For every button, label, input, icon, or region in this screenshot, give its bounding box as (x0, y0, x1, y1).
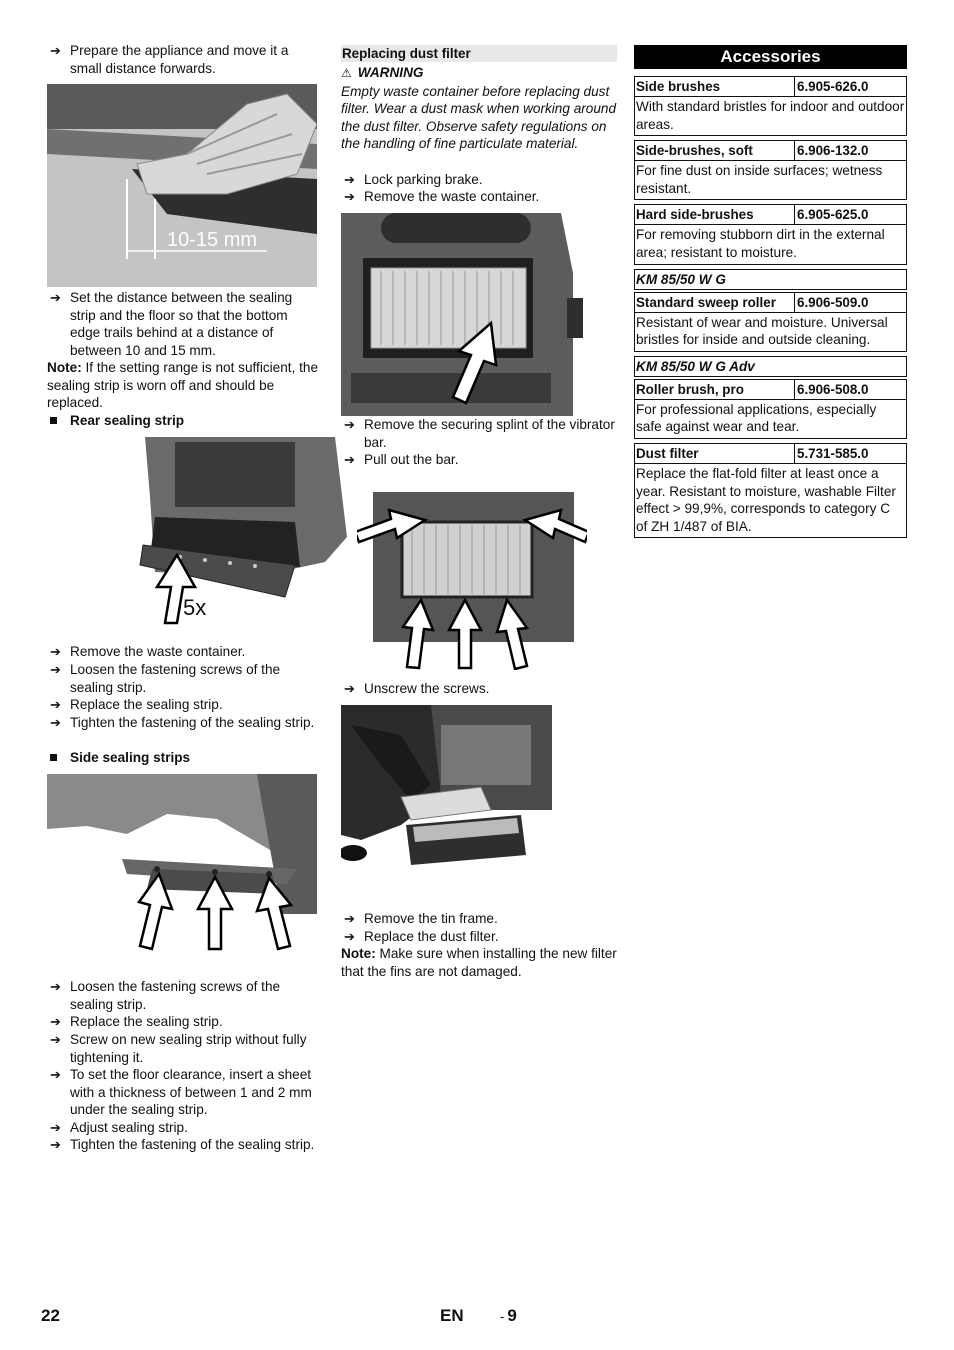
arrow-icon: ➔ (344, 929, 355, 944)
step-side-2: ➔ Replace the sealing strip. (50, 1014, 223, 1029)
arrow-icon: ➔ (344, 417, 355, 432)
arrow-icon: ➔ (344, 911, 355, 926)
sub-page-number: - 9 (500, 1306, 517, 1325)
step-dust-1: ➔ Lock parking brake. (344, 172, 483, 187)
warning-triangle-icon: ⚠ (341, 66, 352, 80)
model-heading: KM 85/50 W G (634, 269, 907, 290)
figure-filter-view (341, 213, 585, 416)
figure-side-sealing (47, 774, 317, 954)
arrow-icon: ➔ (50, 1120, 61, 1135)
accessory-item: Roller brush, pro 6.906-508.0 For professional applications, especially safe against wear and tear. (634, 379, 907, 439)
step-side-6: ➔ Tighten the fastening of the sealing strip. (50, 1137, 315, 1152)
warning-block: ⚠ WARNING Empty waste container before replacing dust filter. Wear a dust mask when working around the dust filter. Observe safety regulations on the handling of fine particulate material. (341, 65, 617, 152)
figure-filter-screws (357, 492, 587, 670)
note-filter: Note: Make sure when installing the new filter that the fins are not damaged. (341, 946, 617, 979)
step-rear-3: ➔ Replace the sealing strip. (50, 697, 223, 712)
arrow-icon: ➔ (50, 1032, 61, 1047)
step-dust-4: ➔ Pull out the bar. (344, 452, 459, 467)
step-side-5: ➔ Adjust sealing strip. (50, 1120, 188, 1135)
arrow-icon: ➔ (50, 697, 61, 712)
arrow-icon: ➔ (50, 290, 61, 305)
arrow-icon: ➔ (50, 1067, 61, 1082)
arrow-icon: ➔ (344, 681, 355, 696)
model-heading: KM 85/50 W G Adv (634, 356, 907, 377)
accessory-item: Dust filter 5.731-585.0 Replace the flat-fold filter at least once a year. Resistant to moisture, washable Filter effect > 99,9%, corresponds to category C of ZH 1/487 of BIA. (634, 443, 907, 538)
arrow-icon: ➔ (50, 979, 61, 994)
arrow-icon: ➔ (344, 189, 355, 204)
filter-screws-photo (357, 492, 587, 670)
language-code: EN (440, 1306, 464, 1325)
filter-view-photo (341, 213, 585, 416)
step-dust-5: ➔ Unscrew the screws. (344, 681, 490, 696)
arrow-icon: ➔ (50, 715, 61, 730)
step-rear-4: ➔ Tighten the fastening of the sealing strip. (50, 715, 315, 730)
figure-sealing-distance (47, 84, 317, 287)
step-side-1: ➔ Loosen the fastening screws of the sealing strip. (50, 979, 281, 1012)
page-number: 22 (41, 1306, 60, 1325)
arrow-icon: ➔ (50, 644, 61, 659)
step-dust-7: ➔ Replace the dust filter. (344, 929, 499, 944)
arrow-icon: ➔ (50, 1014, 61, 1029)
accessories-title: Accessories (634, 45, 907, 69)
figure-filter-removal (341, 705, 552, 865)
arrow-icon: ➔ (344, 172, 355, 187)
count-label: 5x (183, 595, 207, 620)
step-dust-2: ➔ Remove the waste container. (344, 189, 540, 204)
accessories-table (634, 76, 907, 542)
step-rear-2: ➔ Loosen the fastening screws of the sealing strip. (50, 662, 281, 695)
figure-rear-sealing (95, 437, 347, 627)
arrow-icon: ➔ (50, 43, 61, 58)
arrow-icon: ➔ (50, 1137, 61, 1152)
arrow-icon: ➔ (344, 452, 355, 467)
accessory-item: Standard sweep roller 6.906-509.0 Resistant of wear and moisture. Universal bristles for inside and outside cleaning. (634, 292, 907, 352)
square-bullet-icon (50, 754, 57, 761)
section-heading-dust-filter: Replacing dust filter (341, 45, 617, 62)
rear-sealing-photo (95, 437, 347, 627)
step-side-3: ➔ Screw on new sealing strip without fully tightening it. (50, 1032, 307, 1065)
sealing-distance-photo (47, 84, 317, 287)
step-dust-3: ➔ Remove the securing splint of the vibrator bar. (344, 417, 615, 450)
heading-side-sealing: Side sealing strips (47, 749, 319, 767)
heading-rear-sealing: Rear sealing strip (47, 412, 319, 430)
square-bullet-icon (50, 417, 57, 424)
filter-removal-photo (341, 705, 552, 865)
step-prepare: ➔ Prepare the appliance and move it a small distance forwards. (50, 43, 289, 76)
distance-label: 10-15 mm (167, 229, 258, 251)
step-side-4: ➔ To set the floor clearance, insert a sheet with a thickness of between 1 and 2 mm under the sealing strip. (50, 1067, 312, 1118)
step-rear-1: ➔ Remove the waste container. (50, 644, 246, 659)
accessory-item: Side brushes 6.905-626.0 With standard bristles for indoor and outdoor areas. (634, 76, 907, 136)
note-sealing: Note: If the setting range is not sufficient, the sealing strip is worn off and should be replaced. (47, 360, 319, 411)
accessory-item: Side-brushes, soft 6.906-132.0 For fine dust on inside surfaces; wetness resistant. (634, 140, 907, 200)
step-set-distance: ➔ Set the distance between the sealing strip and the floor so that the bottom edge trails behind at a distance of between 10 and 15 mm. (50, 290, 293, 358)
arrow-icon: ➔ (50, 662, 61, 677)
step-dust-6: ➔ Remove the tin frame. (344, 911, 498, 926)
accessory-item: Hard side-brushes 6.905-625.0 For removing stubborn dirt in the external area; resistant to moisture. (634, 204, 907, 264)
side-sealing-photo (47, 774, 317, 954)
